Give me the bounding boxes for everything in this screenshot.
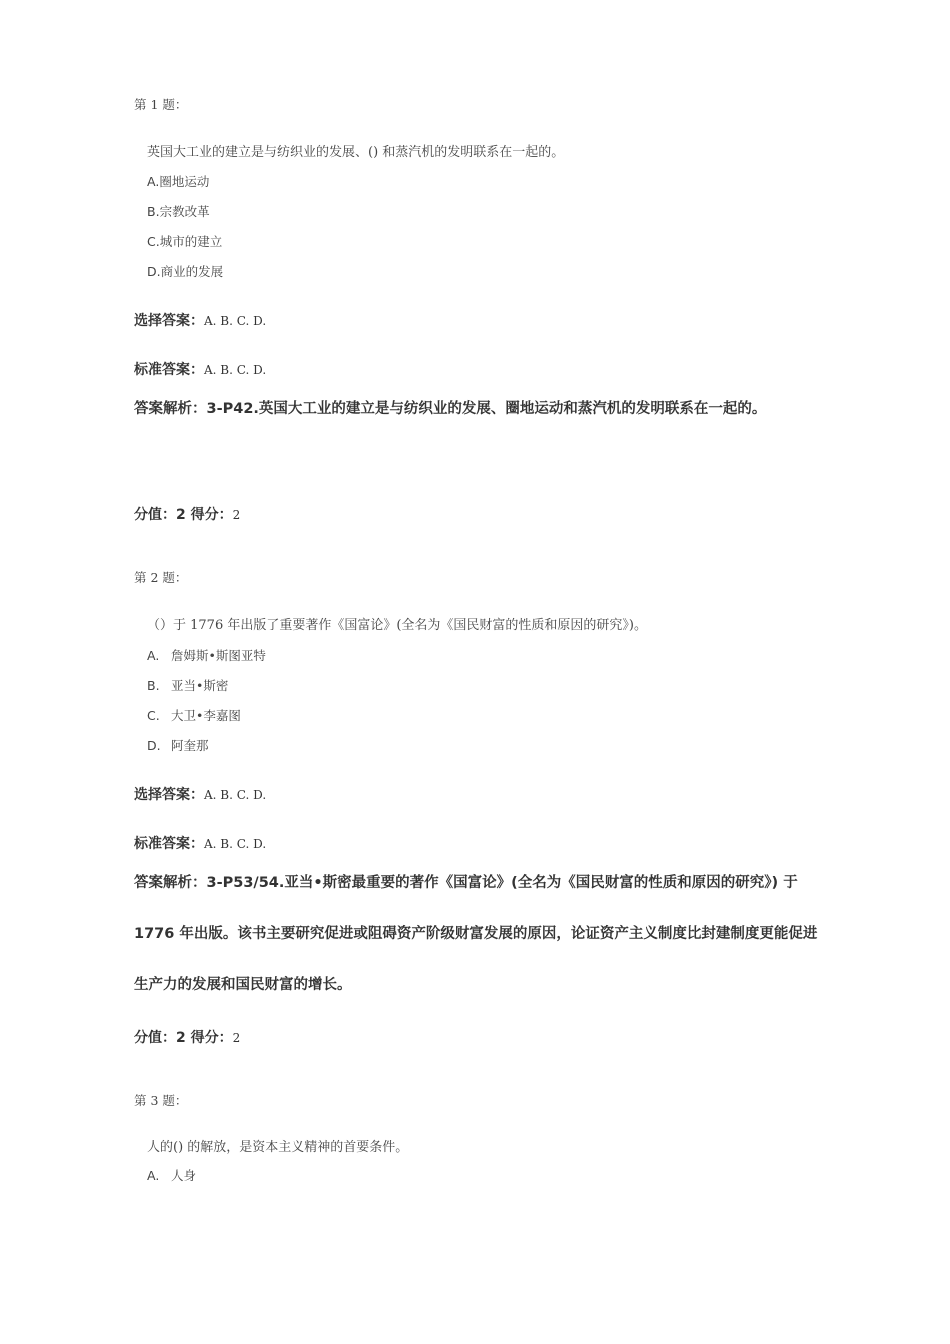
got-label: 得分： [185,507,233,523]
question-2-option-b [147,676,228,694]
analysis-label: 答案解析： [134,875,207,891]
question-3-stem: 人的() 的解放，是资本主义精神的首要条件。 [147,1140,409,1155]
question-2-option-c [147,706,241,724]
question-1-heading: 第 1 题： [134,97,188,112]
question-2-heading: 第 2 题： [134,570,188,585]
option-text: 阿奎那 [171,738,209,753]
question-3-heading: 第 3 题： [134,1093,188,1108]
got-value: 2 [232,508,241,522]
got-label: 得分： [185,1030,233,1046]
standard-answer-value: A. B. C. D. [204,837,267,851]
score-value: 2 [176,507,186,523]
chosen-answer-label: 选择答案： [134,313,204,329]
question-2-chosen-answer [134,784,266,804]
question-1-stem: 英国大工业的建立是与纺织业的发展、() 和蒸汽机的发明联系在一起的。 [147,145,565,160]
standard-answer-value: A. B. C. D. [204,363,267,377]
question-3-option-a [147,1166,196,1184]
question-1-option-b [147,202,210,220]
option-letter: A. [147,1168,160,1183]
score-label: 分值： [134,1030,176,1046]
option-text: 圈地运动 [159,174,210,189]
option-letter: C. [147,708,160,723]
option-letter: C. [147,234,160,249]
option-text: 人身 [171,1168,197,1183]
question-1-score [134,504,240,524]
analysis-text: 3-P53/54.亚当•斯密最重要的著作《国富论》(全名为《国民财富的性质和原因的研究》) 于 1776 年出版。该书主要研究促进或阻碍资产阶级财富发展的原因，论证资产主义制度比封建制度更能促进生产力的发展和国民财富的增长。 [134,875,818,993]
question-2-stem: （）于 1776 年出版了重要著作《国富论》(全名为《国民财富的性质和原因的研究》)。 [147,618,647,633]
question-1-chosen-answer [134,310,266,330]
question-2-score [134,1027,240,1047]
question-1-option-c [147,232,222,250]
option-text: 亚当•斯密 [171,678,229,693]
question-2-option-d [147,736,209,754]
option-text: 城市的建立 [159,234,223,249]
option-letter: A. [147,648,160,663]
question-2-standard-answer [134,833,266,853]
question-1-analysis [134,384,824,435]
score-value: 2 [176,1030,186,1046]
option-letter: A. [147,174,160,189]
chosen-answer-label: 选择答案： [134,787,204,803]
analysis-label: 答案解析： [134,401,207,417]
question-1-standard-answer [134,359,266,379]
option-letter: D. [147,264,161,279]
option-text: 商业的发展 [160,264,224,279]
chosen-answer-value: A. B. C. D. [204,314,267,328]
got-value: 2 [232,1031,241,1045]
option-letter: B. [147,204,160,219]
option-text: 詹姆斯•斯图亚特 [171,648,266,663]
option-letter: B. [147,678,160,693]
question-1-option-a [147,172,209,190]
question-2-analysis [134,858,824,1011]
standard-answer-label: 标准答案： [134,836,204,852]
option-text: 宗教改革 [159,204,210,219]
option-letter: D. [147,738,161,753]
question-2-option-a [147,646,266,664]
chosen-answer-value: A. B. C. D. [204,788,267,802]
standard-answer-label: 标准答案： [134,362,204,378]
option-text: 大卫•李嘉图 [171,708,241,723]
analysis-text: 3-P42.英国大工业的建立是与纺织业的发展、圈地运动和蒸汽机的发明联系在一起的。 [206,401,767,417]
score-label: 分值： [134,507,176,523]
question-1-option-d [147,262,223,280]
